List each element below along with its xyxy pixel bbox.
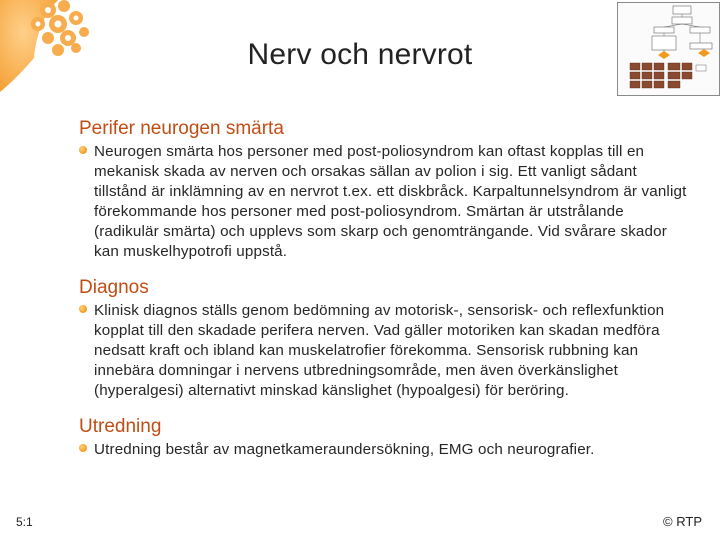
section-heading: Diagnos [79,277,149,298]
slide-content [79,117,689,474]
section-heading: Utredning [79,416,162,437]
bullet-dot-icon [79,146,87,154]
bullet-dot-icon [79,444,87,452]
list-item [79,142,689,262]
slide-number: 5:1 [16,515,33,529]
list-item [79,440,689,460]
section-utredning [79,415,689,460]
flowchart-thumbnail-icon [617,2,720,96]
list-item [79,301,689,401]
bullet-dot-icon [79,305,87,313]
bullet-text: Neurogen smärta hos personer med post-poliosyndrom kan oftast kopplas till en mekanisk skada av nerven och orsakas sällan av polion i sig. Ett vanligt sådant tillstånd är inklämning av en nervrot t.ex. ett diskbråck. Karpaltunnelsyndrom är vanligt förekommande hos personer med post-poliosyndrom. Smärtan är utstrålande (radikulär smärta) och upplevs som skarp och genomträngande. Vid svårare skador kan muskelhypotrofi uppstå. [94,143,687,260]
bullet-text: Utredning består av magnetkameraundersökning, EMG och neurografier. [94,441,595,458]
page-title: Nerv och nervrot [247,38,473,71]
section-heading: Perifer neurogen smärta [79,118,284,139]
section-diagnos [79,276,689,401]
section-perifer [79,117,689,262]
copyright: © RTP [663,514,702,529]
bullet-text: Klinisk diagnos ställs genom bedömning av motorisk-, sensorisk- och reflexfunktion kopplat till den skadade perifera nerven. Vad gäller motoriken kan skadan medföra nedsatt kraft och ibland kan muskelatrofier förekomma. Sensorisk rubbning kan innebära domningar i nervens utbredningsområde, men även överkänslighet (hyperalgesi) alternativt minskad känslighet (hypoalgesi) för beröring. [94,302,665,399]
logo-icon [0,0,150,95]
